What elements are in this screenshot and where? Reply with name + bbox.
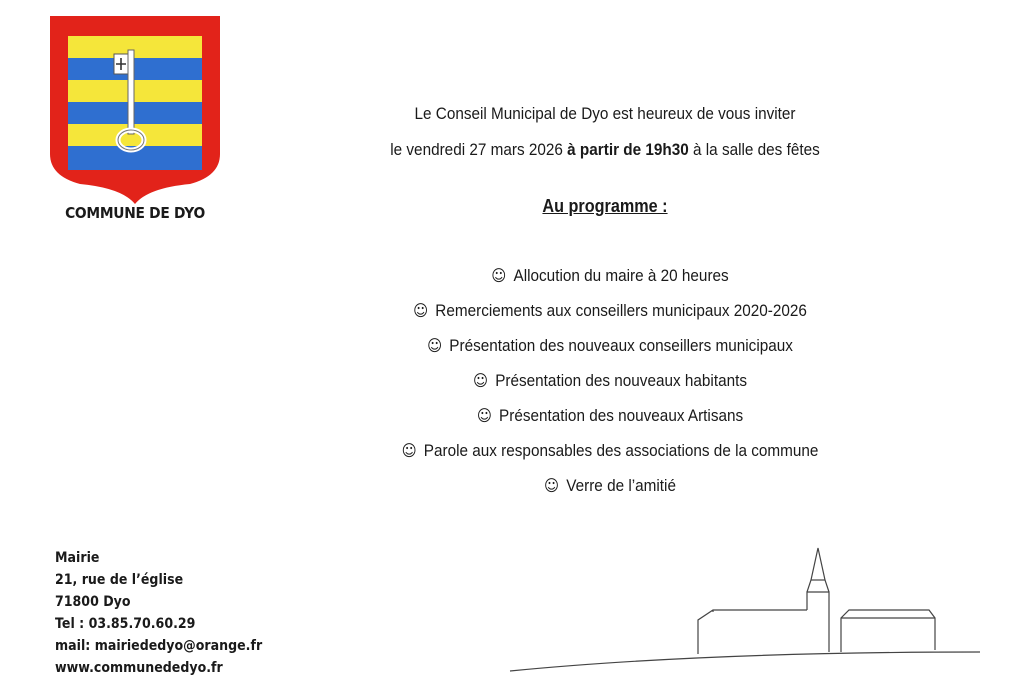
invitation-line-2 bbox=[331, 132, 880, 168]
program-item-text: Présentation des nouveaux conseillers municipaux bbox=[449, 336, 793, 355]
list-item bbox=[331, 293, 889, 328]
invitation-line-1: Le Conseil Municipal de Dyo est heureux de vous inviter bbox=[414, 104, 796, 123]
list-item bbox=[331, 398, 889, 433]
smiley-icon: ☺ bbox=[476, 406, 492, 425]
invitation-date: le vendredi 27 mars 2026 bbox=[390, 140, 568, 159]
contact-block bbox=[55, 547, 262, 679]
list-item bbox=[331, 258, 889, 293]
program-title: Au programme : bbox=[542, 196, 668, 216]
invitation-text bbox=[331, 96, 880, 168]
program-list bbox=[300, 258, 920, 503]
program-item-text: Présentation des nouveaux Artisans bbox=[499, 406, 744, 425]
program-item-text: Remerciements aux conseillers municipaux 2020-2026 bbox=[435, 301, 807, 320]
contact-phone: Tel : 03.85.70.60.29 bbox=[55, 616, 196, 632]
smiley-icon: ☺ bbox=[427, 336, 443, 355]
contact-name: Mairie bbox=[55, 550, 100, 566]
contact-website: www.communededyo.fr bbox=[55, 660, 223, 676]
list-item bbox=[331, 433, 889, 468]
invitation-time: à partir de 19h30 bbox=[567, 140, 689, 159]
church-line-drawing-icon bbox=[505, 540, 985, 680]
program-item-text: Allocution du maire à 20 heures bbox=[513, 266, 729, 285]
program-item-text: Présentation des nouveaux habitants bbox=[495, 371, 747, 390]
contact-street: 21, rue de l’église bbox=[55, 572, 184, 588]
list-item bbox=[331, 363, 889, 398]
contact-email: mail: mairiededyo@orange.fr bbox=[55, 638, 263, 654]
coat-of-arms-key-icon bbox=[48, 14, 222, 204]
smiley-icon: ☺ bbox=[491, 266, 507, 285]
program-item-text: Parole aux responsables des associations de la commune bbox=[423, 441, 819, 460]
program-item-text: Verre de l’amitié bbox=[566, 476, 676, 495]
smiley-icon: ☺ bbox=[544, 476, 560, 495]
list-item bbox=[331, 468, 889, 503]
contact-city: 71800 Dyo bbox=[55, 594, 131, 610]
smiley-icon: ☺ bbox=[401, 441, 417, 460]
smiley-icon: ☺ bbox=[472, 371, 489, 390]
list-item bbox=[331, 328, 889, 363]
invitation-venue: à la salle des fêtes bbox=[688, 140, 820, 159]
commune-name: COMMUNE DE DYO bbox=[65, 204, 205, 222]
smiley-icon: ☺ bbox=[413, 301, 429, 320]
